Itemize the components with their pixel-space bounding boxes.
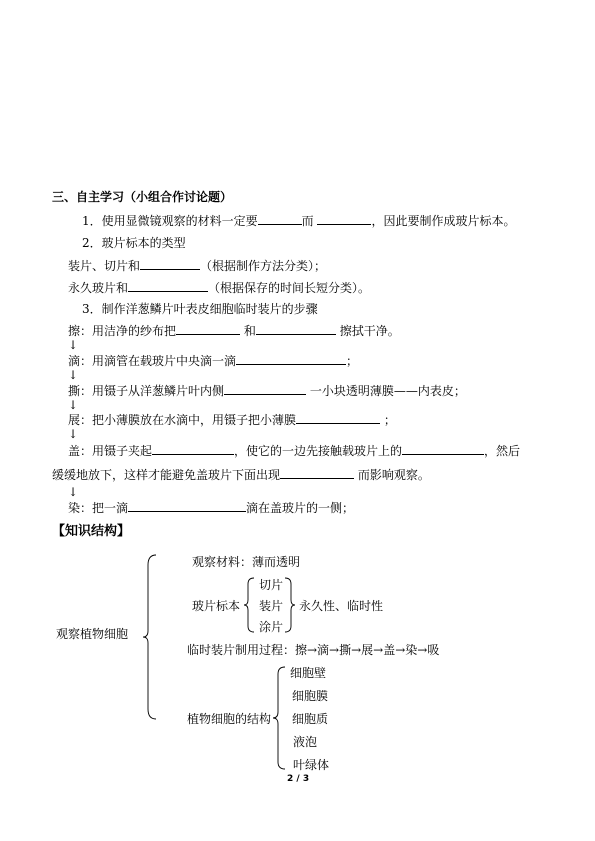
slide-right-brace [284,577,296,633]
blank[interactable] [402,443,484,455]
step-ca-b: 和 [243,324,256,338]
q2-line2-a: 永久玻片和 [68,281,129,295]
slide-type: 装片 [259,599,284,613]
down-arrow-icon: ↓ [68,427,79,441]
question-2-line-1 [68,258,326,274]
step-gai-e: 而影响观察。 [357,468,430,482]
step-di-a: 滴：用滴管在载玻片中央滴一滴 [68,354,237,368]
step-zhan-a: 展：把小薄膜放在水滴中，用镊子把小薄膜 [68,413,297,427]
root-topic: 观察植物细胞 [56,627,129,641]
section-heading: 三、自主学习（小组合作讨论题） [52,190,233,204]
down-arrow-icon: ↓ [68,338,79,352]
q2-line2-b: （根据保存的时间长短分类）。 [208,281,371,295]
blank[interactable] [317,213,371,225]
question-3-title: 3．制作洋葱鳞片叶表皮细胞临时装片的步骤 [82,302,318,316]
step-si [68,383,466,399]
blank[interactable] [256,323,336,335]
down-arrow-icon: ↓ [68,398,79,412]
blank[interactable] [176,323,240,335]
step-gai [68,443,520,459]
blank[interactable] [296,412,380,424]
blank[interactable] [224,383,306,395]
step-gai-c: ，然后 [484,444,521,458]
step-si-b: 一小块透明薄膜——内表皮； [309,384,466,398]
structure-item: 液泡 [293,735,318,749]
slide-type: 切片 [259,578,284,592]
blank[interactable] [128,280,208,292]
slide-left-brace [243,577,255,633]
step-ca [68,323,400,339]
structure-brace [272,666,286,770]
step-gai-continued [52,467,430,483]
q1-text-b: 而 [301,214,314,228]
structure-item: 叶绿体 [293,758,330,772]
step-ran [68,500,354,516]
step-ca-a: 擦：用洁净的纱布把 [68,324,177,338]
q1-text-c: ，因此要制作成玻片标本。 [371,214,516,228]
slide-label: 玻片标本 [192,599,241,613]
question-1 [82,213,516,229]
slide-type: 涂片 [259,620,284,634]
knowledge-heading: 【知识结构】 [52,524,131,539]
q2-line1-b: （根据制作方法分类）； [200,259,327,273]
process-line: 临时装片制用过程：擦→滴→撕→展→盖→染→吸 [187,643,440,657]
root-brace [142,553,158,721]
blank[interactable] [128,500,246,512]
step-gai-d: 缓缓地放下，这样才能避免盖玻片下面出现 [52,468,281,482]
material-line: 观察材料：薄而透明 [192,555,301,569]
step-gai-a: 盖：用镊子夹起 [68,444,153,458]
step-di [68,353,358,369]
structure-label: 植物细胞的结构 [187,712,272,726]
blank[interactable] [280,467,354,479]
step-ran-a: 染：把一滴 [68,501,129,515]
blank[interactable] [258,213,302,225]
page-number: 2 / 3 [287,774,310,784]
blank[interactable] [152,443,234,455]
blank[interactable] [140,258,200,270]
question-2-title: 2．玻片标本的类型 [82,236,186,250]
step-zhan-b: ； [383,413,396,427]
q1-text-a: 1．使用显微镜观察的材料一定要 [82,214,258,228]
structure-item: 细胞膜 [292,689,329,703]
question-2-line-2 [68,280,370,296]
step-di-b: ； [346,354,359,368]
q2-line1-a: 装片、切片和 [68,259,141,273]
structure-item: 细胞质 [292,712,329,726]
step-ca-c: 擦拭干净。 [339,324,400,338]
step-ran-b: 滴在盖玻片的一侧； [246,501,355,515]
step-gai-b: ，使它的一边先接触载玻片上的 [234,444,403,458]
structure-item: 细胞壁 [290,666,327,680]
slide-property: 永久性、临时性 [299,599,384,613]
blank[interactable] [236,353,346,365]
down-arrow-icon: ↓ [68,368,79,382]
step-zhan [68,412,396,428]
step-si-a: 撕：用镊子从洋葱鳞片叶内侧 [68,384,225,398]
down-arrow-icon: ↓ [68,485,79,499]
